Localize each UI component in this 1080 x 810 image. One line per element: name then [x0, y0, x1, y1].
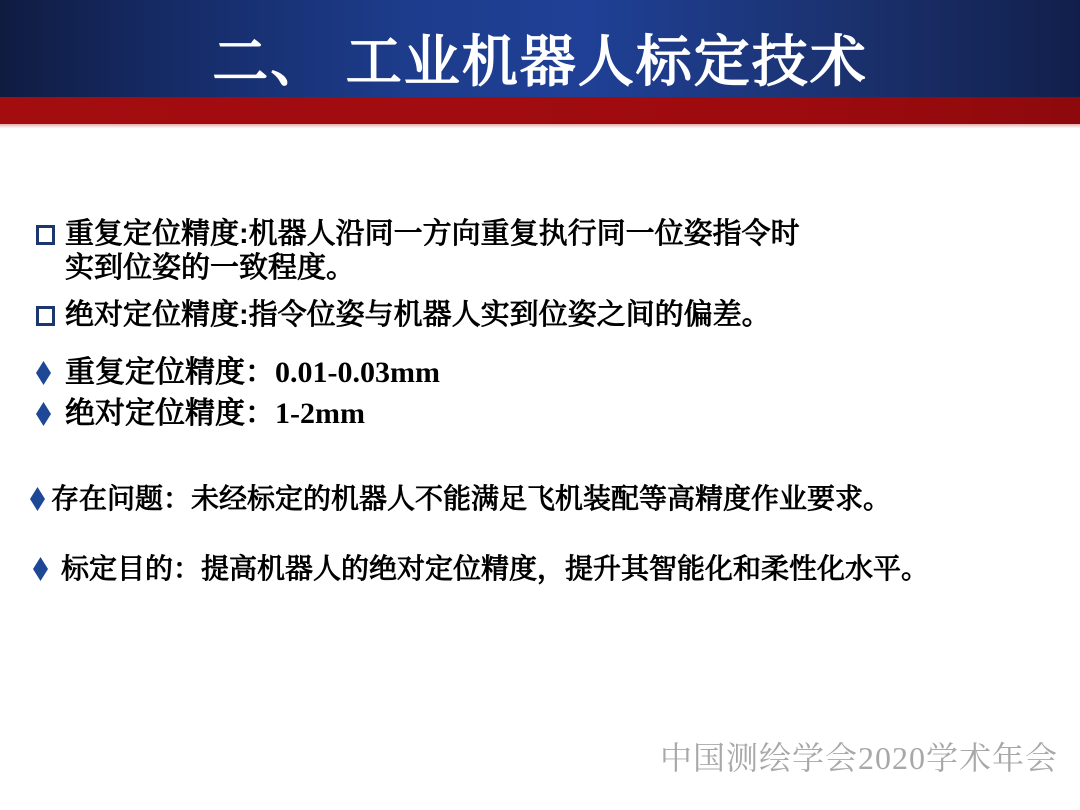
repeat-definition-line1: 重复定位精度:机器人沿同一方向重复执行同一位姿指令时 [65, 218, 800, 250]
slide-title: 二、 工业机器人标定技术 [212, 30, 868, 93]
diamond-problem [30, 484, 891, 513]
problem-text: 存在问题：未经标定的机器人不能满足飞机装配等高精度作业要求。 [51, 483, 892, 514]
diamond-bullet-icon [36, 361, 51, 385]
diamond-absolute-accuracy [36, 399, 365, 429]
repeat-definition-line2: 实到位姿的一致程度。 [65, 251, 356, 284]
repeat-accuracy-label: 重复定位精度： [65, 356, 275, 389]
red-stripe [0, 97, 1080, 124]
diamond-bullet-icon [30, 487, 45, 511]
absolute-accuracy-value: 1-2mm [275, 397, 365, 430]
repeat-definition-text [65, 218, 800, 286]
bullet-repeat-definition [36, 218, 800, 286]
square-bullet-icon [36, 225, 55, 245]
conference-watermark: 中国测绘学会2020学术年会 [660, 740, 1059, 776]
absolute-definition-text: 绝对定位精度:指令位姿与机器人实到位姿之间的偏差。 [65, 299, 771, 331]
repeat-accuracy-text [65, 358, 440, 388]
red-stripe-fade [0, 124, 1080, 129]
diamond-bullet-icon [33, 557, 48, 581]
diamond-repeat-accuracy [36, 358, 440, 388]
absolute-accuracy-label: 绝对定位精度： [65, 397, 275, 430]
repeat-accuracy-value: 0.01-0.03mm [275, 356, 440, 389]
diamond-bullet-icon [36, 402, 51, 426]
purpose-text: 标定目的：提高机器人的绝对定位精度，提升其智能化和柔性化水平。 [61, 553, 930, 584]
square-bullet-icon [36, 306, 55, 326]
diamond-purpose [33, 554, 929, 583]
header-banner [0, 0, 1080, 97]
bullet-absolute-definition [36, 299, 771, 333]
absolute-accuracy-text [65, 399, 365, 429]
